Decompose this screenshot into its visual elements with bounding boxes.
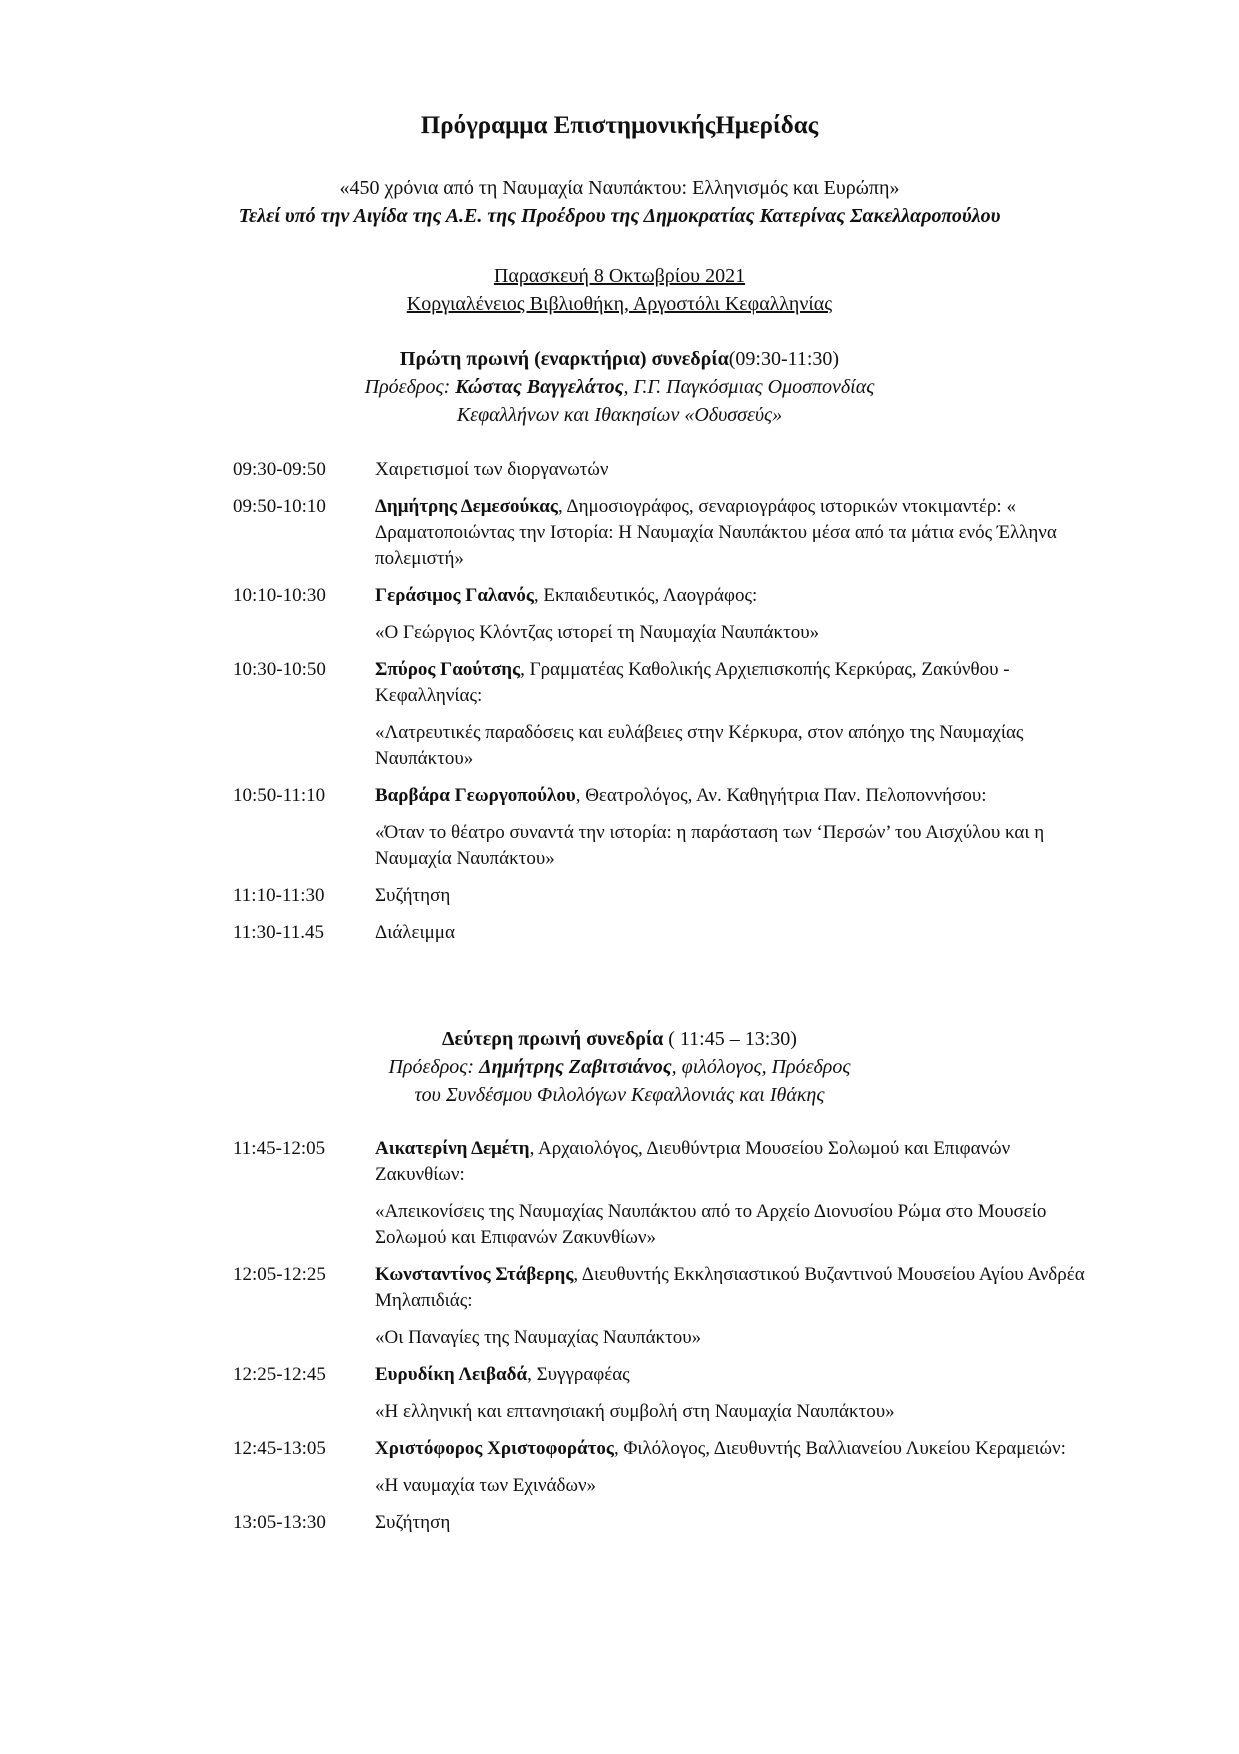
session-2-header xyxy=(0,1025,1239,1109)
chair-name: Κώστας Βαγγελάτος xyxy=(455,376,624,398)
chair-name: Δημήτρης Ζαβιτσιάνος xyxy=(479,1056,672,1078)
speaker-role: Διάλειμμα xyxy=(375,922,455,943)
schedule-row xyxy=(233,783,1093,872)
schedule-time: 10:50-11:10 xyxy=(233,785,326,806)
schedule-time: 09:30-09:50 xyxy=(233,459,326,480)
schedule-time: 10:30-10:50 xyxy=(233,659,326,680)
schedule-row xyxy=(233,1362,1093,1425)
speaker-role: , Συγγραφέας xyxy=(527,1364,630,1385)
session-title: Πρώτη πρωινή (εναρκτήρια) συνεδρία(09:30-11:30) xyxy=(399,348,840,370)
schedule-time: 11:10-11:30 xyxy=(233,885,325,906)
speaker-name: Ευρυδίκη Λειβαδά xyxy=(375,1364,528,1385)
schedule-row xyxy=(233,1510,1093,1536)
schedule-content xyxy=(375,583,1093,646)
speaker-name: Χριστόφορος Χριστοφοράτος xyxy=(375,1438,614,1459)
schedule-row xyxy=(233,920,1093,946)
speaker-name: Σπύρος Γαούτσης xyxy=(375,659,521,680)
speaker-role: , Φιλόλογος, Διευθυντής Βαλλιανείου Λυκείου Κεραμειών: xyxy=(613,1438,1066,1459)
speaker-role: , Διευθυντής Εκκλησιαστικού Βυζαντινού Μουσείου Αγίου Ανδρέα Μηλαπιδιάς: xyxy=(375,1264,1085,1311)
date-venue-block xyxy=(0,262,1239,318)
session-chair: Πρόεδρος: Δημήτρης Ζαβιτσιάνος, φιλόλογος, Πρόεδρος xyxy=(388,1056,851,1078)
session-chair-affiliation: του Συνδέσμου Φιλολόγων Κεφαλλονιάς και Ιθάκης xyxy=(414,1084,825,1106)
session-2-schedule xyxy=(233,1136,1093,1547)
schedule-content xyxy=(375,920,1093,946)
schedule-row xyxy=(233,457,1093,483)
schedule-row xyxy=(233,1436,1093,1499)
patronage-line: Τελεί υπό την Αιγίδα της Α.Ε. της Προέδρου της Δημοκρατίας Κατερίνας Σακελλαροπούλου xyxy=(238,205,1001,227)
session-1-header xyxy=(0,345,1239,429)
schedule-row xyxy=(233,1262,1093,1351)
schedule-row xyxy=(233,883,1093,909)
schedule-time: 12:25-12:45 xyxy=(233,1364,326,1385)
talk-title: «Οι Παναγίες της Ναυμαχίας Ναυπάκτου» xyxy=(375,1327,702,1348)
schedule-content xyxy=(375,883,1093,909)
event-subtitle: «450 χρόνια από τη Ναυμαχία Ναυπάκτου: Ελληνισμός και Ευρώπη» xyxy=(339,177,900,199)
schedule-time: 10:10-10:30 xyxy=(233,585,326,606)
schedule-time: 13:05-13:30 xyxy=(233,1512,326,1533)
talk-title: «Όταν το θέατρο συναντά την ιστορία: η παράσταση των ‘Περσών’ του Αισχύλου και η Ναυμαχία Ναυπάκτου» xyxy=(375,822,1045,869)
speaker-role: Συζήτηση xyxy=(375,1512,451,1533)
schedule-row xyxy=(233,1136,1093,1251)
session-title: Δεύτερη πρωινή συνεδρία ( 11:45 – 13:30) xyxy=(442,1028,797,1050)
speaker-role: , Αρχαιολόγος, Διευθύντρια Μουσείου Σολωμού και Επιφανών Ζακυνθίων: xyxy=(375,1138,1011,1185)
session-chair-affiliation: Κεφαλλήνων και Ιθακησίων «Οδυσσεύς» xyxy=(456,404,783,426)
schedule-time: 12:45-13:05 xyxy=(233,1438,326,1459)
talk-title: «Ο Γεώργιος Κλόντζας ιστορεί τη Ναυμαχία Ναυπάκτου» xyxy=(375,622,820,643)
speaker-name: Κωνσταντίνος Στάβερης xyxy=(375,1264,574,1285)
session-time: ( 11:45 – 13:30) xyxy=(668,1028,797,1050)
schedule-row xyxy=(233,494,1093,572)
speaker-role: Χαιρετισμοί των διοργανωτών xyxy=(375,459,609,480)
session-time: (09:30-11:30) xyxy=(728,348,840,370)
schedule-time: 12:05-12:25 xyxy=(233,1264,326,1285)
schedule-time: 11:30-11.45 xyxy=(233,922,324,943)
talk-title: «Απεικονίσεις της Ναυμαχίας Ναυπάκτου από το Αρχείο Διονυσίου Ρώμα στο Μουσείο Σολωμού και Επιφανών Ζακυνθίων» xyxy=(375,1201,1047,1248)
talk-title: «Η ελληνική και επτανησιακή συμβολή στη Ναυμαχία Ναυπάκτου» xyxy=(375,1401,895,1422)
speaker-role: , Θεατρολόγος, Αν. Καθηγήτρια Παν. Πελοποννήσου: xyxy=(575,785,987,806)
session-chair: Πρόεδρος: Κώστας Βαγγελάτος, Γ.Γ. Παγκόσμιας Ομοσπονδίας xyxy=(364,376,875,398)
speaker-role: , Γραμματέας Καθολικής Αρχιεπισκοπής Κερκύρας, Ζακύνθου - Κεφαλληνίας: xyxy=(375,659,1010,706)
schedule-row xyxy=(233,657,1093,772)
schedule-content xyxy=(375,1362,1093,1425)
schedule-time: 09:50-10:10 xyxy=(233,496,326,517)
schedule-content xyxy=(375,1262,1093,1351)
talk-title: «Η ναυμαχία των Εχινάδων» xyxy=(375,1475,597,1496)
event-venue: Κοργιαλένειος Βιβλιοθήκη, Αργοστόλι Κεφαλληνίας xyxy=(406,293,833,315)
talk-title: «Λατρευτικές παραδόσεις και ευλάβειες στην Κέρκυρα, στον απόηχο της Ναυμαχίας Ναυπάκτου» xyxy=(375,722,1024,769)
speaker-name: Δημήτρης Δεμεσούκας xyxy=(375,496,558,517)
schedule-row xyxy=(233,583,1093,646)
event-subtitle-block xyxy=(0,174,1239,230)
speaker-name: Αικατερίνη Δεμέτη xyxy=(375,1138,530,1159)
schedule-time: 11:45-12:05 xyxy=(233,1138,326,1159)
document-title: Πρόγραμμα ΕπιστημονικήςΗμερίδας xyxy=(420,112,819,139)
session-1-schedule xyxy=(233,457,1093,957)
speaker-role: Συζήτηση xyxy=(375,885,451,906)
speaker-name: Γεράσιμος Γαλανός xyxy=(375,585,534,606)
schedule-content xyxy=(375,1136,1093,1251)
speaker-role: , Εκπαιδευτικός, Λαογράφος: xyxy=(533,585,758,606)
speaker-name: Βαρβάρα Γεωργοπούλου xyxy=(375,785,576,806)
schedule-content xyxy=(375,783,1093,872)
speaker-role: , Δημοσιογράφος, σεναριογράφος ιστορικών ντοκιμαντέρ: « Δραματοποιώντας την Ιστορία: Η Ναυμαχία Ναυπάκτου μέσα από τα μάτια ενός Έλληνα πολεμιστή» xyxy=(375,496,1057,569)
schedule-content xyxy=(375,1510,1093,1536)
event-date: Παρασκευή 8 Οκτωβρίου 2021 xyxy=(493,265,746,287)
schedule-content xyxy=(375,1436,1093,1499)
schedule-content xyxy=(375,457,1093,483)
schedule-content xyxy=(375,494,1093,572)
schedule-content xyxy=(375,657,1093,772)
